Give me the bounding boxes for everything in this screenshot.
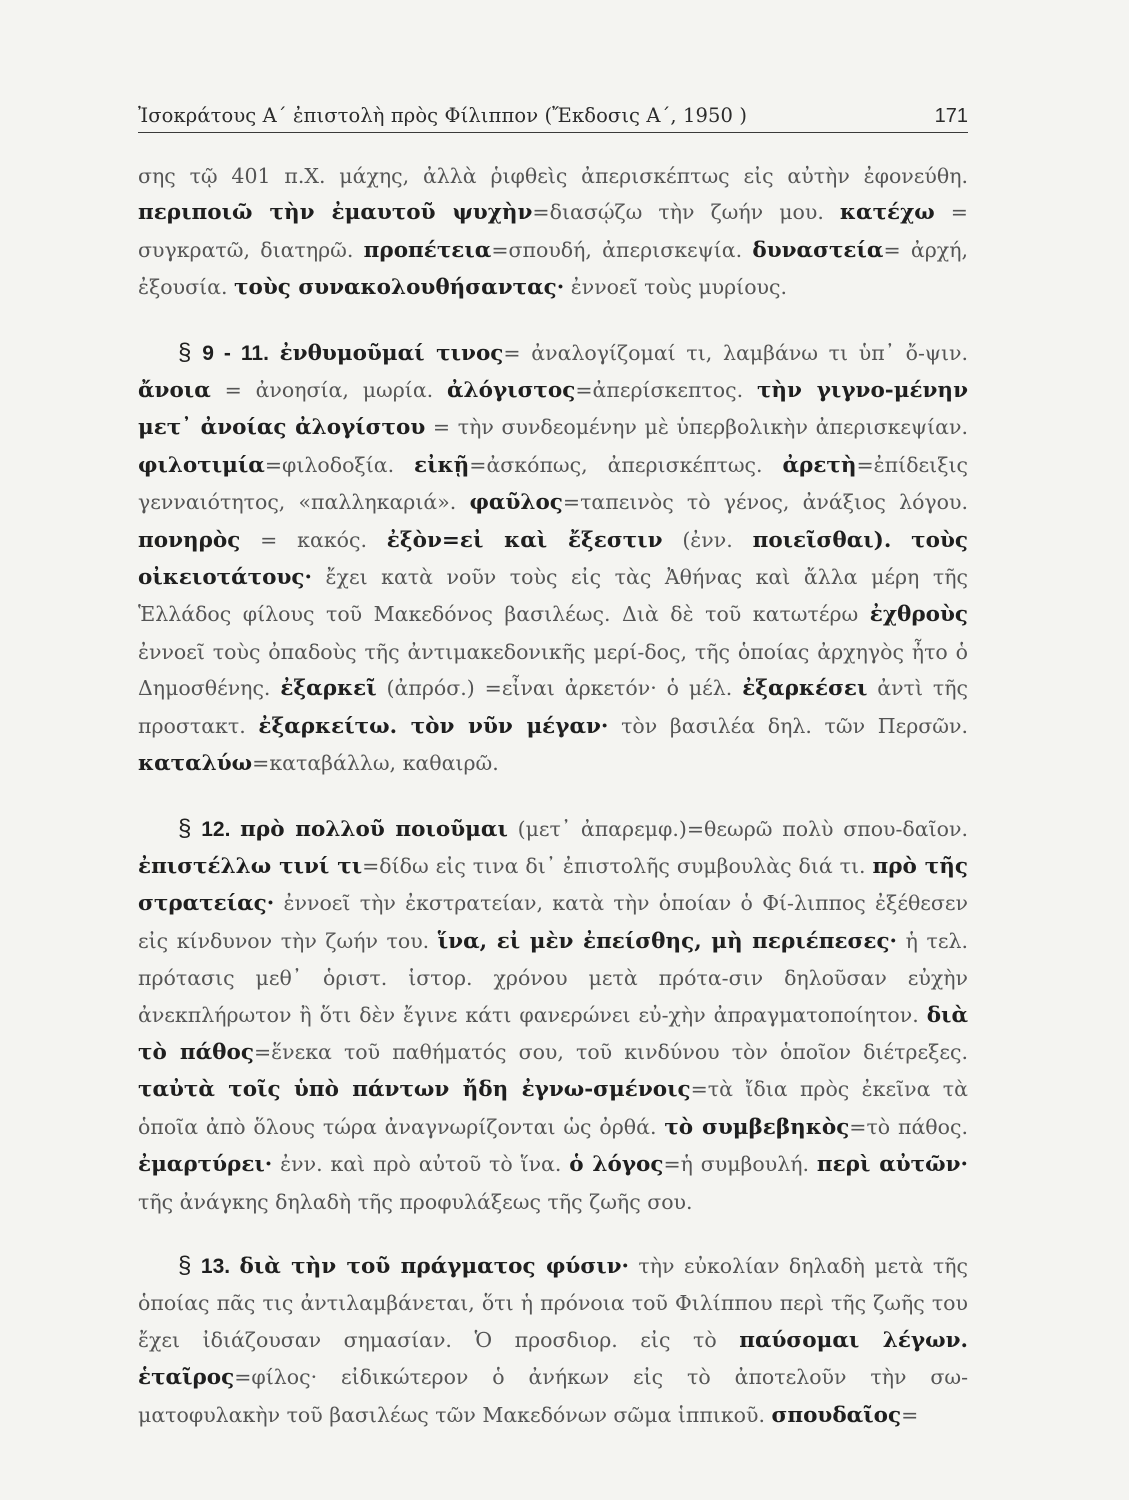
gloss-text: ἀντὶ τῆς προστακτ. — [138, 676, 969, 738]
lemma-term: εἰκῇ — [414, 452, 470, 478]
section-marker — [178, 1251, 231, 1279]
gloss-text: =τὰ ἴδια πρὸς ἐκεῖνα τὰ ὁποῖα ἀπὸ ὅλους τώρα ἀναγνωρίζονται ὡς ὀρθά. — [138, 1077, 968, 1139]
lemma-term: τοὺς συνακολουθήσαντας· — [234, 275, 565, 301]
lemma-term: κατέχω — [839, 200, 935, 226]
lemma-term: ἄνοια — [138, 378, 211, 404]
gloss-text: = κακός. — [240, 527, 387, 552]
lemma-term: ἐξὸν=εἰ καὶ ἔξεστιν — [386, 527, 663, 553]
lemma-term: φιλοτιμία — [138, 452, 265, 478]
lemma-term: τὸ συμβεβηκὸς — [664, 1114, 850, 1140]
gloss-text: τὴν εὐκολίαν δηλαδὴ μετὰ τῆς ὁποίας πᾶς τις ἀντιλαμβάνεται, ὅτι ἡ πρόνοια τοῦ Φιλίππου περὶ τῆς ζωῆς του ἔχει ἰδιάζουσαν σημασίαν. Ὁ προσδιορ. εἰς τὸ — [138, 1253, 968, 1352]
gloss-text — [891, 528, 911, 552]
gloss-text: = — [901, 1402, 919, 1427]
lemma-term: ἐνθυμοῦμαί τινος — [279, 340, 504, 366]
section-number: 13. — [200, 1254, 231, 1278]
lemma-term: προπέτεια — [363, 237, 492, 263]
gloss-text: ἡ τελ. πρότασις μεθ᾽ ὁριστ. ἱστορ. χρόνου μετὰ πρότα-σιν δηλοῦσαν εὐχὴν ἀνεκπλήρωτον ἢ ὅτι δὲν ἔγινε κάτι φανερώνει εὐ-χὴν ἀπραγματοποίητον. — [138, 928, 968, 1027]
gloss-text: (μετ᾽ ἀπαρεμφ.)=θεωρῶ πολὺ σπου-δαῖον. — [507, 816, 968, 841]
lemma-term: περὶ αὐτῶν· — [816, 1152, 968, 1178]
gloss-text: = τὴν συνδεομένην μὲ ὑπερβολικὴν ἀπερισκεψίαν. — [425, 415, 968, 440]
gloss-text: ἐννοεῖ τοὺς μυρίους. — [564, 275, 787, 300]
lemma-term: ἐξαρκέσει — [742, 676, 868, 702]
lemma-term: δυναστεία — [752, 237, 884, 263]
gloss-text: = ἀναλογίζομαί τι, λαμβάνω τι ὑπ᾽ ὄ-ψιν. — [503, 340, 968, 365]
gloss-text: =διασῴζω τὴν ζωήν μου. — [532, 200, 840, 225]
lemma-term: πρὸ τῆς στρατείας· — [138, 853, 968, 917]
gloss-text: = ἀνοησία, μωρία. — [210, 378, 448, 403]
book-page — [138, 0, 968, 1500]
lemma-term: φαῦλος — [469, 490, 563, 516]
commentary-body — [138, 158, 968, 1434]
lemma-term: ἐξαρκεῖ — [280, 676, 377, 702]
gloss-text: =φιλοδοξία. — [264, 452, 415, 477]
lemma-term: ἐξαρκείτω. τὸν νῦν μέγαν· — [258, 713, 609, 739]
lemma-term: πονηρὸς — [138, 527, 241, 553]
lemma-term: παύσομαι λέγων. ἑταῖρος — [138, 1327, 968, 1391]
gloss-text: =ἡ συμβουλή. — [663, 1152, 817, 1177]
paragraph-section-12 — [138, 811, 968, 1220]
lemma-term: τὴν γιγνο-μένην μετ᾽ ἀνοίας ἀλογίστου — [138, 378, 968, 441]
gloss-text: ἐννοεῖ τὴν ἐκστρατείαν, κατὰ τὴν ὁποίαν ὁ Φί-λιππος ἐξέθεσεν εἰς κίνδυνον τὴν ζωήν του. — [138, 891, 968, 953]
gloss-text: (ἀπρόσ.) =εἶναι ἀρκετόν· ὁ μέλ. — [376, 676, 743, 701]
paragraph-continuation — [138, 158, 968, 307]
lemma-term: ταὐτὰ τοῖς ὑπὸ πάντων ἤδη ἐγνω-σμένοις — [138, 1077, 691, 1103]
gloss-text: ἐνν. καὶ πρὸ αὐτοῦ τὸ ἵνα. — [272, 1152, 570, 1177]
gloss-text: =δίδω εἰς τινα δι᾽ ἐπιστολῆς συμβουλὰς διά τι. — [362, 853, 873, 878]
lemma-term: ἀλόγιστος — [447, 378, 576, 404]
section-sign-icon: § — [178, 1251, 201, 1279]
page-number: 171 — [934, 105, 968, 127]
gloss-text: (ἐνν. — [662, 527, 753, 552]
section-number: 12. — [201, 817, 231, 841]
gloss-text: =ἀπερίσκεπτος. — [575, 378, 757, 403]
running-header-title: Ἰσοκράτους Α΄ ἐπιστολὴ πρὸς Φίλιππον (Ἔκδοσις Α΄, 1950 ) — [138, 104, 748, 127]
lemma-term: τοὺς οἰκειοτάτους· — [138, 527, 968, 591]
lemma-term: ἀρετὴ — [782, 452, 857, 478]
lemma-term: ὁ λόγος — [569, 1152, 664, 1178]
gloss-text: = ἀρχή, ἐξουσία. — [138, 237, 968, 300]
lemma-term: ποιεῖσθαι). — [752, 527, 892, 553]
gloss-text: ἐννοεῖ τοὺς ὀπαδοὺς τῆς ἀντιμακεδονικῆς μερί-δος, τῆς ὁποίας ἀρχηγὸς ἦτο ὁ Δημοσθένης. — [138, 639, 968, 701]
paragraph-section-9-11 — [138, 335, 968, 783]
gloss-text: = συγκρατῶ, διατηρῶ. — [138, 200, 968, 262]
gloss-text: =σπουδή, ἀπερισκεψία. — [491, 237, 753, 262]
gloss-text: =ταπεινὸς τὸ γένος, ἀνάξιος λόγου. — [562, 490, 968, 515]
lemma-term: σπουδαῖος — [771, 1402, 902, 1428]
lemma-term: διὰ τὸ πάθος — [138, 1002, 968, 1065]
lemma-term: καταλύω — [138, 751, 253, 777]
gloss-text: =καταβάλλω, καθαιρῶ. — [252, 751, 499, 776]
lemma-term: ἐπιστέλλω τινί τι — [138, 853, 363, 879]
gloss-text: τῆς ἀνάγκης δηλαδὴ τῆς προφυλάξεως τῆς ζωῆς σου. — [138, 1189, 693, 1214]
paragraph-section-13 — [138, 1248, 968, 1434]
lemma-term: ἵνα, εἰ μὲν ἐπείσθης, μὴ περιέπεσες· — [437, 928, 898, 954]
lemma-term: διὰ τὴν τοῦ πράγματος φύσιν· — [239, 1253, 630, 1279]
gloss-text: ἔχει κατὰ νοῦν τοὺς εἰς τὰς Ἀθήνας καὶ ἄλλα μέρη τῆς Ἑλλάδος φίλους τοῦ Μακεδόνος βασιλέως. Διὰ δὲ τοῦ κατωτέρω — [138, 565, 968, 627]
gloss-text: =τὸ πάθος. — [849, 1114, 968, 1139]
gloss-text: =ἕνεκα τοῦ παθήματός σου, τοῦ κινδύνου τὸν ὁποῖον διέτρεξες. — [253, 1039, 968, 1064]
lemma-term: ἐμαρτύρει· — [138, 1152, 273, 1178]
gloss-text: =ἐπίδειξις γενναιότητος, «παλληκαριά». — [138, 452, 968, 515]
lemma-term: ἐχθροὺς — [869, 602, 968, 628]
lemma-term: πρὸ πολλοῦ ποιοῦμαι — [240, 816, 508, 842]
section-marker — [178, 338, 269, 366]
section-marker — [178, 814, 231, 842]
gloss-text: =φίλος· εἰδικώτερον ὁ ἀνήκων εἰς τὸ ἀποτελοῦν τὴν σω-ματοφυλακὴν τοῦ βασιλέως τῶν Μακεδόνων σῶμα ἱππικοῦ. — [138, 1365, 968, 1427]
section-sign-icon: § — [178, 814, 202, 842]
gloss-text: =ἀσκόπως, ἀπερισκέπτως. — [469, 452, 783, 477]
running-header — [138, 100, 968, 133]
lemma-term: περιποιῶ τὴν ἐμαυτοῦ ψυχὴν — [138, 200, 533, 226]
section-sign-icon: § — [178, 338, 203, 366]
gloss-text: σης τῷ 401 π.Χ. μάχης, ἀλλὰ ῥιφθεὶς ἀπερισκέπτως εἰς αὐτὴν ἐφονεύθη. — [138, 164, 968, 188]
section-number: 9 - 11. — [202, 341, 269, 365]
gloss-text: τὸν βασιλέα δηλ. τῶν Περσῶν. — [608, 713, 968, 738]
